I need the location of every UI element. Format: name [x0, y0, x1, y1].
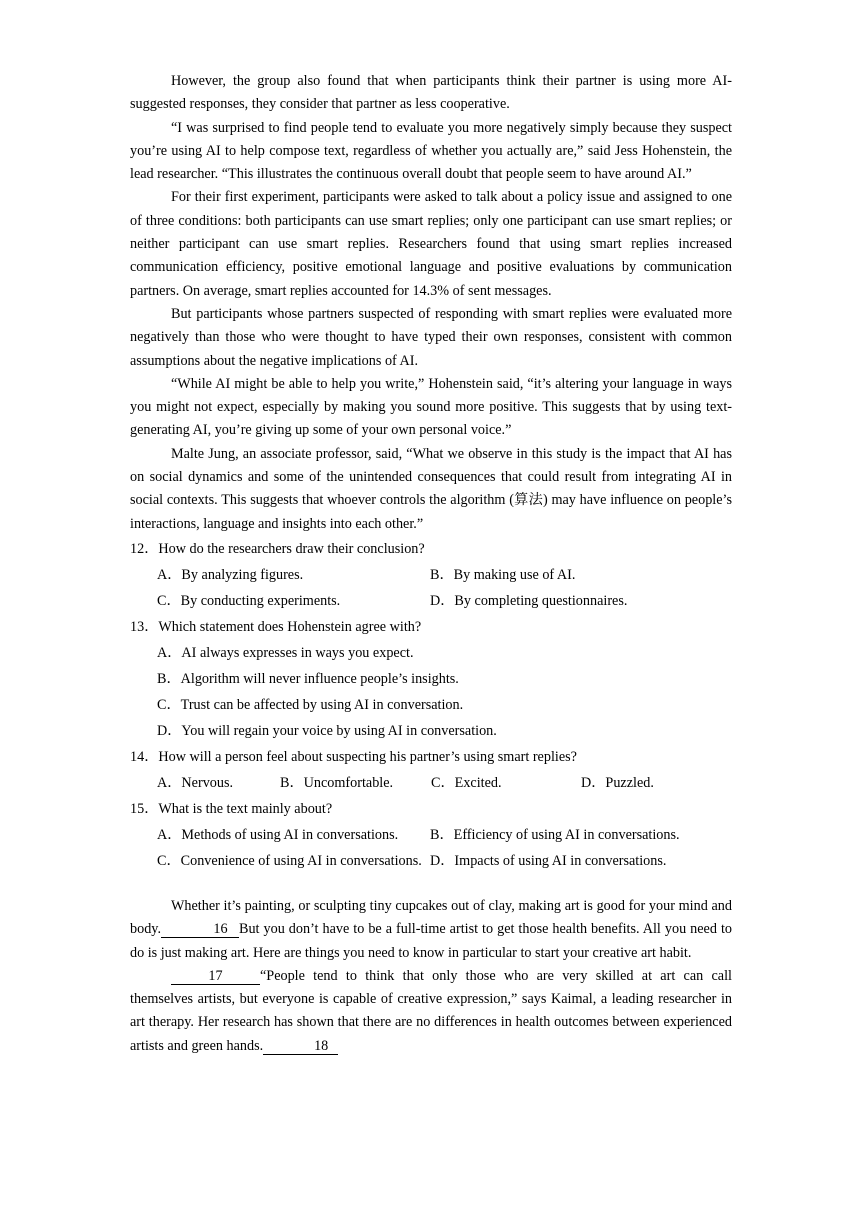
answer-blank-16[interactable]: 16 [161, 921, 239, 938]
question-15 [130, 796, 732, 874]
question-stem: 14．How will a person feel about suspecting his partner’s using smart replies? [130, 748, 577, 765]
option-list [157, 562, 732, 614]
option-list [157, 770, 732, 796]
section-gap [130, 874, 732, 895]
option-d: D．Impacts of using AI in conversations. [430, 852, 667, 869]
option-c: C．Convenience of using AI in conversations. [157, 852, 422, 869]
paragraph: For their first experiment, participants were asked to talk about a policy issue and assigned to one of three conditions: both participants can use smart replies; only one participant can use smart replies; or neither participant can use smart replies. Researchers found that using smart replies increased communication efficiency, positive emotional language and positive evaluations by communication partners. On average, smart replies accounted for 14.3% of sent messages. [130, 189, 732, 299]
option-d: D．Puzzled. [581, 774, 654, 791]
paragraph [130, 965, 732, 1058]
paragraph: “While AI might be able to help you write,” Hohenstein said, “it’s altering your language in ways you might not expect, especially by making you sound more positive. This suggests that by using text-generating AI, you’re giving up some of your own personal voice.” [130, 375, 732, 439]
paragraph-text: But you don’t have to be a full-time artist to get those health benefits. All you need to do is just making art. Here are things you need to know in particular to start your creative art habit. [130, 921, 732, 961]
option-d: D．You will regain your voice by using AI in conversation. [157, 722, 497, 739]
answer-blank-18[interactable]: 18 [263, 1038, 338, 1055]
question-stem: 13．Which statement does Hohenstein agree with? [130, 618, 422, 635]
option-b: B．By making use of AI. [430, 566, 576, 583]
paragraph [130, 895, 732, 965]
option-a: A．Nervous. [157, 774, 234, 791]
option-c: C．Excited. [431, 774, 502, 791]
paragraph: Malte Jung, an associate professor, said, “What we observe in this study is the impact that AI has on social dynamics and some of the unintended consequences that could result from integrating AI in social contexts. This suggests that whoever controls the algorithm (算法) may have influence on people’s interactions, language and insights into each other.” [130, 445, 732, 532]
question-stem: 12．How do the researchers draw their conclusion? [130, 540, 425, 557]
paragraph: “I was surprised to find people tend to evaluate you more negatively simply because they suspect you’re using AI to help compose text, regardless of whether you actually are,” said Jess Hohenstein, the lead researcher. “This illustrates the continuous overall doubt that people seem to have around AI.” [130, 119, 732, 183]
option-c: C．By conducting experiments. [157, 592, 341, 609]
question-12 [130, 536, 732, 614]
option-b: B．Uncomfortable. [280, 774, 394, 791]
option-a: A．By analyzing figures. [157, 566, 304, 583]
answer-blank-17[interactable]: 17 [171, 968, 260, 985]
option-a: A．AI always expresses in ways you expect. [157, 644, 414, 661]
option-d: D．By completing questionnaires. [430, 592, 628, 609]
option-a: A．Methods of using AI in conversations. [157, 826, 399, 843]
reading-passage-1 [130, 70, 732, 536]
paragraph: However, the group also found that when participants think their partner is using more AI-suggested responses, they consider that partner as less cooperative. [130, 73, 732, 113]
document-page [130, 70, 732, 1058]
paragraph: But participants whose partners suspected of responding with smart replies were evaluated more negatively than those who were thought to have typed their own responses, consistent with common assumptions about the negative implications of AI. [130, 305, 732, 369]
option-b: B．Algorithm will never influence people’s insights. [157, 670, 459, 687]
reading-passage-2 [130, 895, 732, 1058]
question-14 [130, 744, 732, 796]
question-stem: 15．What is the text mainly about? [130, 800, 333, 817]
paragraph-text: Whether it’s painting, or sculpting tiny cupcakes out of clay, making art is good for your mind and body. [130, 897, 732, 938]
option-b: B．Efficiency of using AI in conversations. [430, 826, 680, 843]
paragraph-text: “People tend to think that only those who are very skilled at art can call themselves artists, but everyone is capable of creative expression,” says Kaimal, a leading researcher in art therapy. Her research has shown that there are no differences in health outcomes between experienced artists and green hands. [130, 967, 732, 1054]
option-c: C．Trust can be affected by using AI in conversation. [157, 696, 464, 713]
question-13 [130, 614, 732, 744]
option-list [157, 640, 732, 744]
option-list [157, 822, 732, 874]
